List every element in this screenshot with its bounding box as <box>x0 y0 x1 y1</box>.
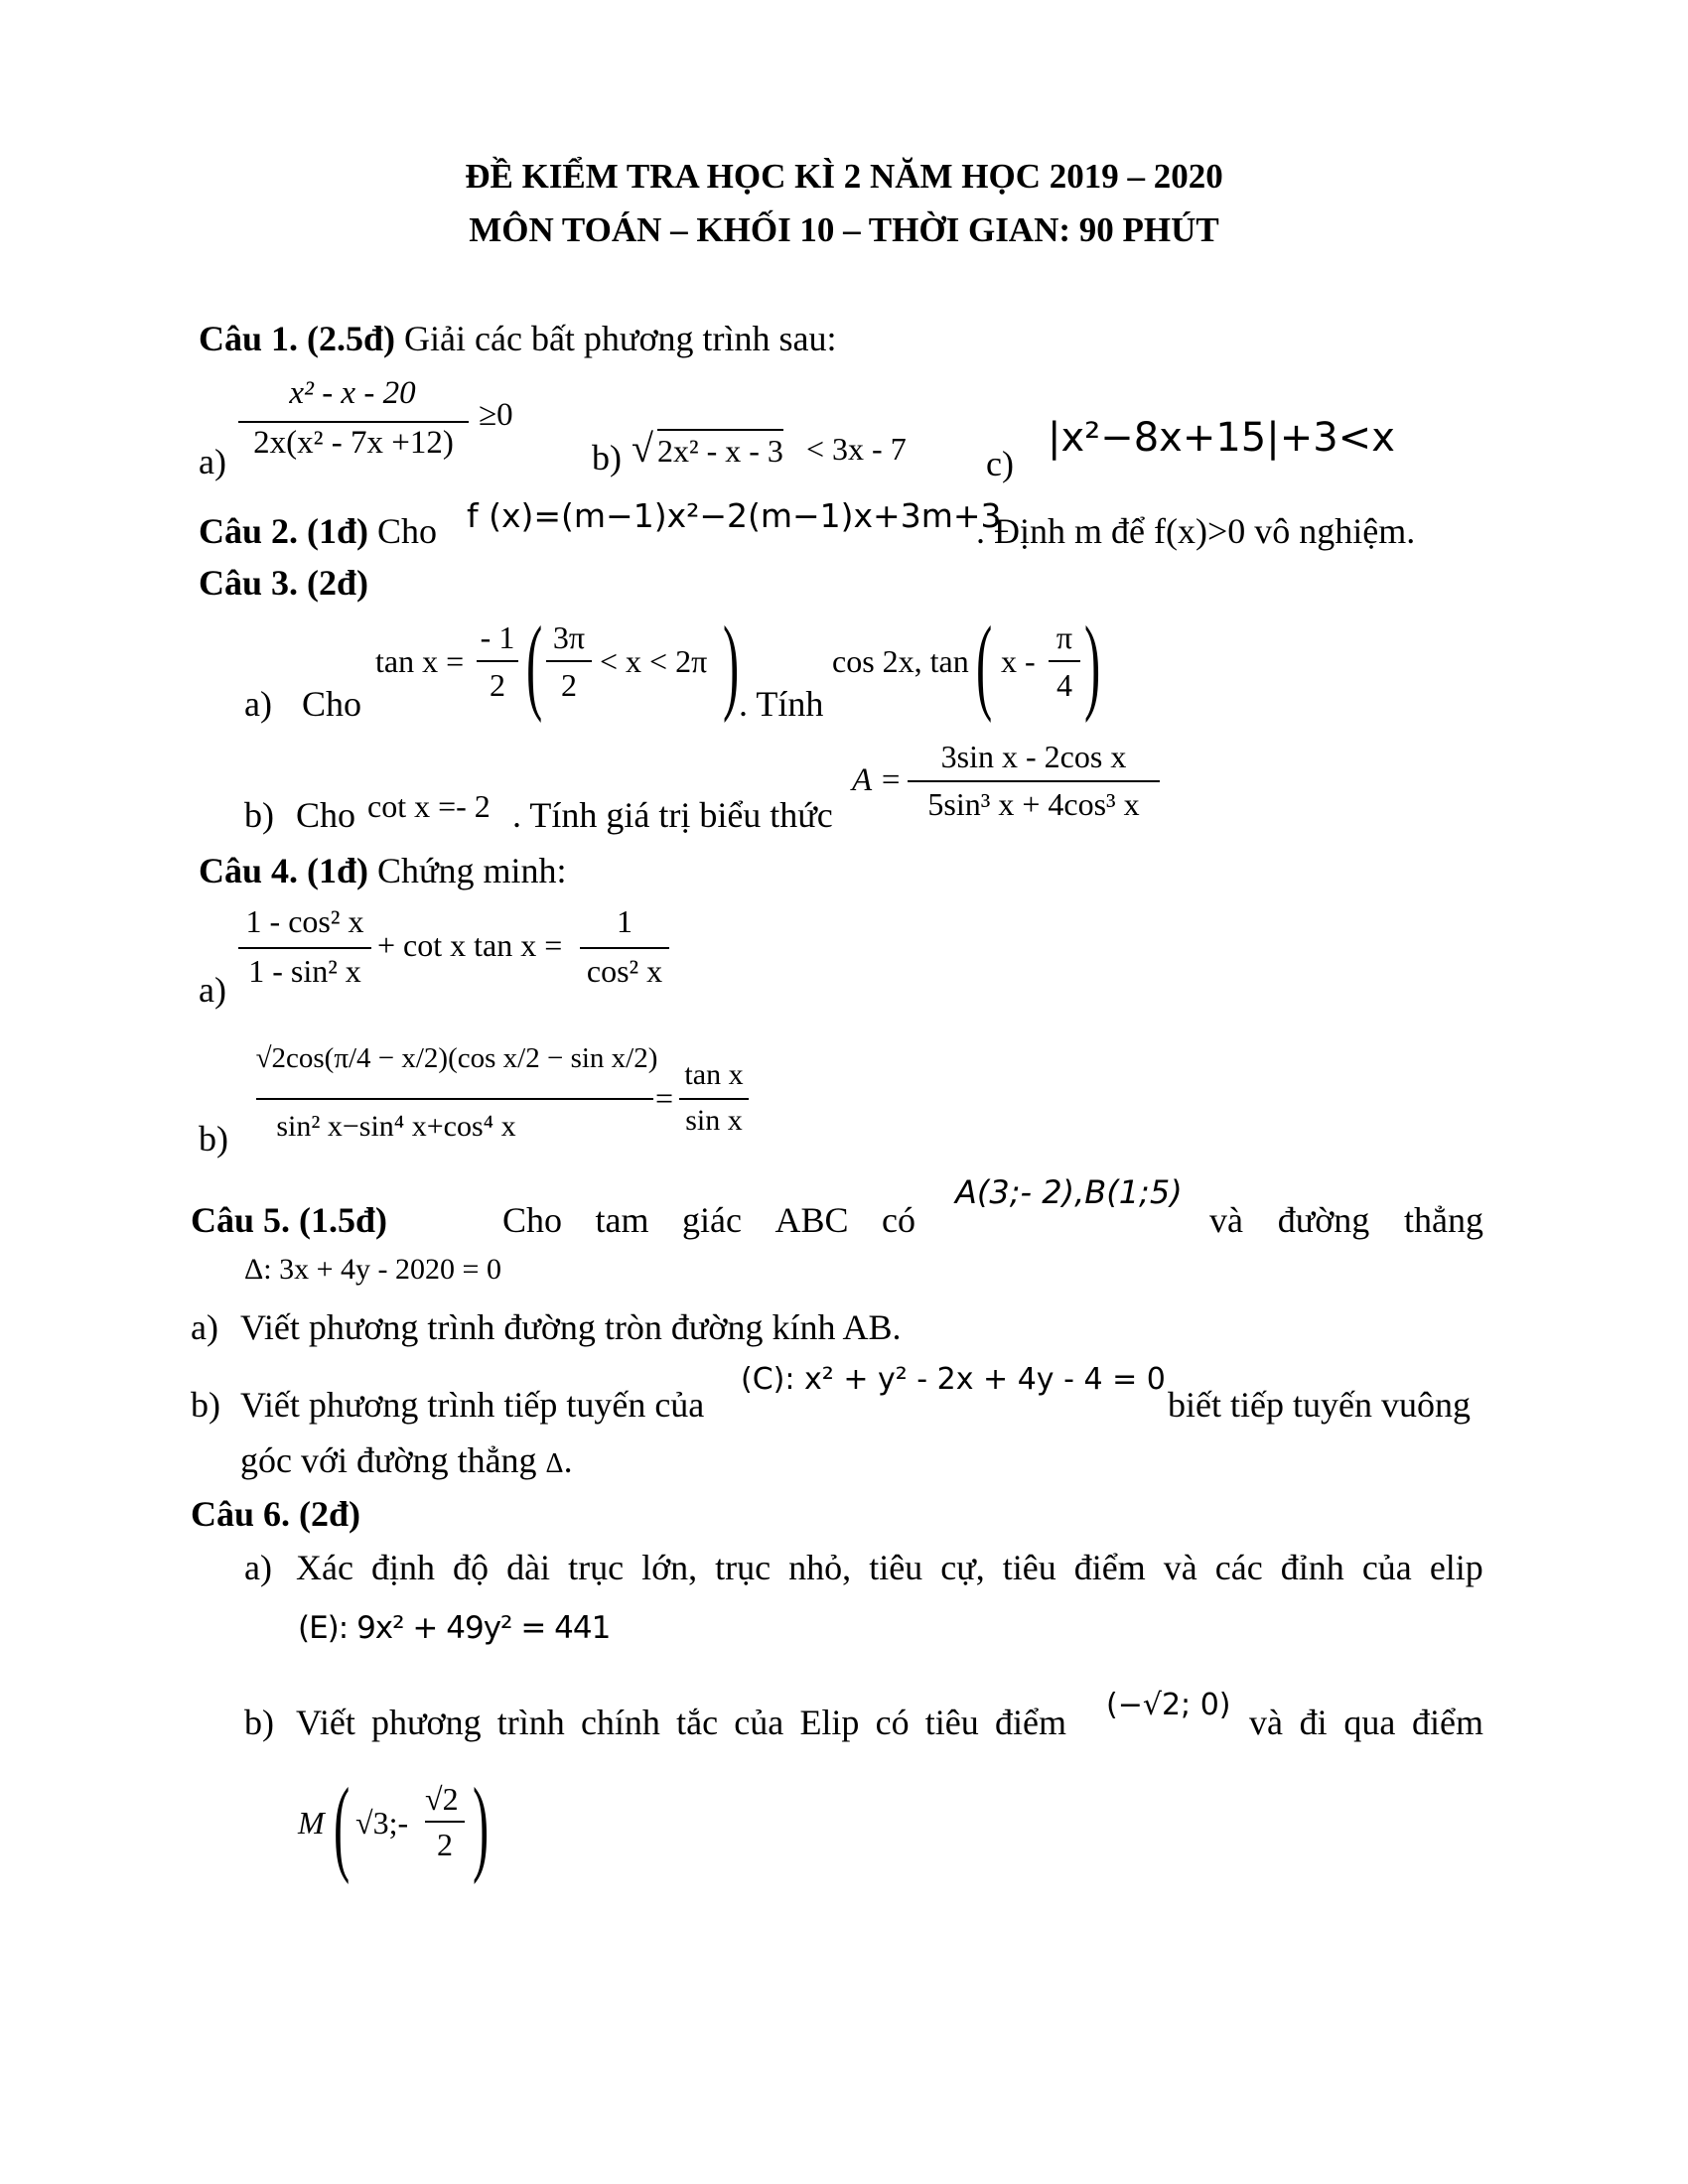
justified-word: Xác <box>296 1548 353 1587</box>
question-6b-point-y-den: 2 <box>437 1827 453 1862</box>
question-3b-numerator: 3sin x - 2cos x <box>940 739 1127 774</box>
question-5-points: A(3;- 2),B(1;5) <box>955 1173 1183 1211</box>
question-1b-radicand: 2x² - x - 3 <box>657 429 783 470</box>
question-6b-point-y-num: √2 <box>425 1781 459 1817</box>
justified-word: điểm <box>994 1703 1066 1742</box>
question-1b-rest: < 3x - 7 <box>806 431 907 467</box>
question-4a-numerator: 1 - cos² x <box>245 903 364 939</box>
question-5-word: và <box>1209 1200 1243 1240</box>
justified-word: chính <box>580 1703 660 1742</box>
question-6b-point-y-bar <box>425 1821 465 1823</box>
question-5b-label: b) <box>191 1385 220 1425</box>
question-1a-denominator: 2x(x² - 7x +12) <box>253 425 454 461</box>
question-4a-denominator: 1 - sin² x <box>248 953 361 989</box>
justified-word: điểm <box>1412 1703 1483 1742</box>
justified-word: trục <box>715 1548 772 1587</box>
justified-word: của <box>1361 1548 1412 1587</box>
justified-word: lớn, <box>641 1548 698 1587</box>
question-1 <box>199 318 836 359</box>
question-5a-text: Viết phương trình đường tròn đường kính AB. <box>240 1307 902 1347</box>
question-5-word: đường <box>1277 1200 1370 1240</box>
question-6b-text-line-2 <box>1249 1702 1483 1743</box>
question-5-word: tam <box>595 1200 649 1240</box>
question-2-function: f (x)=(m−1)x²−2(m−1)x+3m+3 <box>467 496 1002 535</box>
justified-word: của <box>734 1703 784 1742</box>
question-1-label: Câu 1. (2.5đ) <box>199 319 396 358</box>
question-5-label <box>191 1199 387 1241</box>
question-5-word: có <box>882 1200 915 1240</box>
question-1c-expression: |x²−8x+15|+3<x <box>1048 415 1395 461</box>
justified-word: tiêu <box>924 1703 979 1742</box>
question-3a-cond-bar <box>546 660 592 662</box>
question-6b-text-line <box>296 1702 1066 1743</box>
question-5-word: Cho <box>502 1200 563 1240</box>
question-4b-label: b) <box>199 1119 228 1159</box>
question-2 <box>199 510 437 552</box>
question-2-text: . Định m để f(x)>0 vô nghiệm. <box>976 511 1416 551</box>
question-3a-expr-open-paren: ( <box>976 606 993 724</box>
question-4b-equals: = <box>655 1080 674 1116</box>
question-4a-right-numerator: 1 <box>617 903 633 939</box>
question-1a-fraction-bar <box>238 421 469 423</box>
question-4a-right-bar <box>580 947 669 949</box>
justified-word: elip <box>1429 1548 1483 1587</box>
question-3b-expr: cot x =- 2 <box>367 788 491 824</box>
question-1a-relation: ≥0 <box>479 397 513 433</box>
question-3a-expr-close-paren: ) <box>1084 606 1101 724</box>
question-6b-point-x: √3;- <box>355 1805 409 1841</box>
question-6-label: Câu 6. (2đ) <box>191 1494 361 1534</box>
question-5a-label: a) <box>191 1307 218 1347</box>
question-5b-delta-symbol: Δ <box>545 1448 564 1479</box>
question-5b-circle: (C): x² + y² - 2x + 4y - 4 = 0 <box>741 1362 1166 1397</box>
question-3a-fraction-bar <box>477 660 518 662</box>
question-4b-fraction-bar <box>256 1098 653 1100</box>
question-6a-label: a) <box>244 1548 272 1587</box>
justified-word: có <box>875 1703 910 1742</box>
question-1b-label: b) <box>592 438 622 478</box>
question-3a-expr-x: x - <box>1001 643 1036 679</box>
question-3b-A: A = <box>852 762 903 798</box>
question-5-word: giác <box>682 1200 742 1240</box>
justified-word: điểm <box>1073 1548 1146 1587</box>
question-4b-right-bar <box>679 1098 749 1100</box>
page-title-line-1: ĐỀ KIỂM TRA HỌC KÌ 2 NĂM HỌC 2019 – 2020 <box>465 157 1223 196</box>
question-3a-close-paren: ) <box>723 606 740 724</box>
question-4a-right-denominator: cos² x <box>586 953 663 989</box>
question-3a-cond-denominator: 2 <box>561 667 577 703</box>
question-3a-tan: tan x = <box>375 643 465 679</box>
question-6b-point-close-paren: ) <box>473 1767 490 1885</box>
question-5-tail-words <box>1209 1199 1483 1241</box>
question-1a-numerator: x² - x - 20 <box>289 375 416 411</box>
question-5-word: ABC <box>774 1200 849 1240</box>
justified-word: phương <box>371 1703 482 1742</box>
justified-word: và <box>1249 1703 1283 1742</box>
question-1a-label: a) <box>199 442 226 481</box>
question-4 <box>199 850 567 891</box>
question-3b-label: b) <box>244 795 274 835</box>
question-6a-ellipse: (E): 9x² + 49y² = 441 <box>298 1610 611 1646</box>
question-3a-four: 4 <box>1056 667 1072 703</box>
question-5b-dot: . <box>563 1440 573 1480</box>
justified-word: dài <box>506 1548 551 1587</box>
justified-word: trục <box>568 1548 625 1587</box>
question-4b-right-denominator: sin x <box>685 1104 743 1137</box>
question-3a-expr: cos 2x, tan <box>832 643 969 679</box>
question-2-label: Câu 2. (1đ) <box>199 511 369 551</box>
question-1-text: Giải các bất phương trình sau: <box>395 319 837 358</box>
question-3a-open-paren: ( <box>526 606 543 724</box>
question-6b-label: b) <box>244 1703 274 1742</box>
question-3a-tinh: . Tính <box>739 684 824 724</box>
justified-word: các <box>1214 1548 1263 1587</box>
question-3-label: Câu 3. (2đ) <box>199 563 369 603</box>
question-3a-cho: Cho <box>302 684 362 724</box>
question-4b-denominator: sin² x−sin⁴ x+cos⁴ x <box>276 1110 516 1143</box>
justified-word: và <box>1163 1548 1197 1587</box>
question-6b-point <box>298 1767 516 1885</box>
question-6b-focus: (−√2; 0) <box>1106 1688 1231 1722</box>
justified-word: tiêu <box>1002 1548 1056 1587</box>
question-3a-pi-bar <box>1049 660 1080 662</box>
question-1b-sqrt-sign: √ <box>632 426 653 471</box>
justified-word: nhỏ, <box>788 1548 852 1587</box>
question-5b-text3-words: góc với đường thẳng <box>240 1440 537 1480</box>
question-3a-numerator: - 1 <box>480 619 515 655</box>
justified-word: Viết <box>296 1703 355 1742</box>
question-5b-text1: Viết phương trình tiếp tuyến của <box>240 1385 705 1425</box>
question-3b-text: . Tính giá trị biểu thức <box>512 795 833 835</box>
justified-word: độ <box>453 1548 490 1587</box>
justified-word: qua <box>1343 1703 1396 1742</box>
question-5-label-text: Câu 5. (1.5đ) <box>191 1200 388 1240</box>
question-3a-label: a) <box>244 684 272 724</box>
question-4-text: Chứng minh: <box>368 851 567 890</box>
justified-word: tiêu <box>869 1548 923 1587</box>
justified-word: tắc <box>676 1703 719 1742</box>
question-5b-text2: biết tiếp tuyến vuông <box>1168 1385 1471 1425</box>
justified-word: trình <box>496 1703 565 1742</box>
question-4a-label: a) <box>199 970 226 1010</box>
question-3a-cond-rest: < x < 2π <box>600 643 708 679</box>
question-3b-fraction-bar <box>908 780 1160 782</box>
question-4b-right-numerator: tan x <box>684 1058 744 1091</box>
question-4b-numerator: √2cos(π/4 − x/2)(cos x/2 − sin x/2) <box>255 1042 658 1074</box>
question-3b-cho: Cho <box>296 795 356 835</box>
question-2-cho: Cho <box>368 511 438 551</box>
page-title-line-2: MÔN TOÁN – KHỐI 10 – THỜI GIAN: 90 PHÚT <box>469 210 1219 249</box>
question-6b-point-open-paren: ( <box>334 1767 351 1885</box>
justified-word: Elip <box>799 1703 860 1742</box>
question-1c-label: c) <box>986 444 1014 483</box>
question-4-label: Câu 4. (1đ) <box>199 851 369 890</box>
question-5-line-delta: Δ: 3x + 4y - 2020 = 0 <box>244 1253 501 1286</box>
question-6a-text-line <box>296 1547 1483 1588</box>
justified-word: đi <box>1299 1703 1328 1742</box>
question-3a-pi: π <box>1055 619 1073 655</box>
question-5-intro-words <box>502 1199 915 1241</box>
justified-word: định <box>371 1548 436 1587</box>
question-3a-denominator: 2 <box>490 667 505 703</box>
question-6b-point-m: M <box>298 1805 325 1841</box>
question-4a-middle: + cot x tan x = <box>377 927 563 963</box>
question-5b-text3 <box>240 1439 573 1481</box>
question-3a-cond-numerator: 3π <box>552 619 586 655</box>
question-5-word: thẳng <box>1404 1200 1483 1240</box>
justified-word: cự, <box>940 1548 985 1587</box>
question-3b-denominator: 5sin³ x + 4cos³ x <box>927 786 1140 822</box>
question-4a-fraction-bar <box>238 947 371 949</box>
justified-word: đỉnh <box>1280 1548 1344 1587</box>
